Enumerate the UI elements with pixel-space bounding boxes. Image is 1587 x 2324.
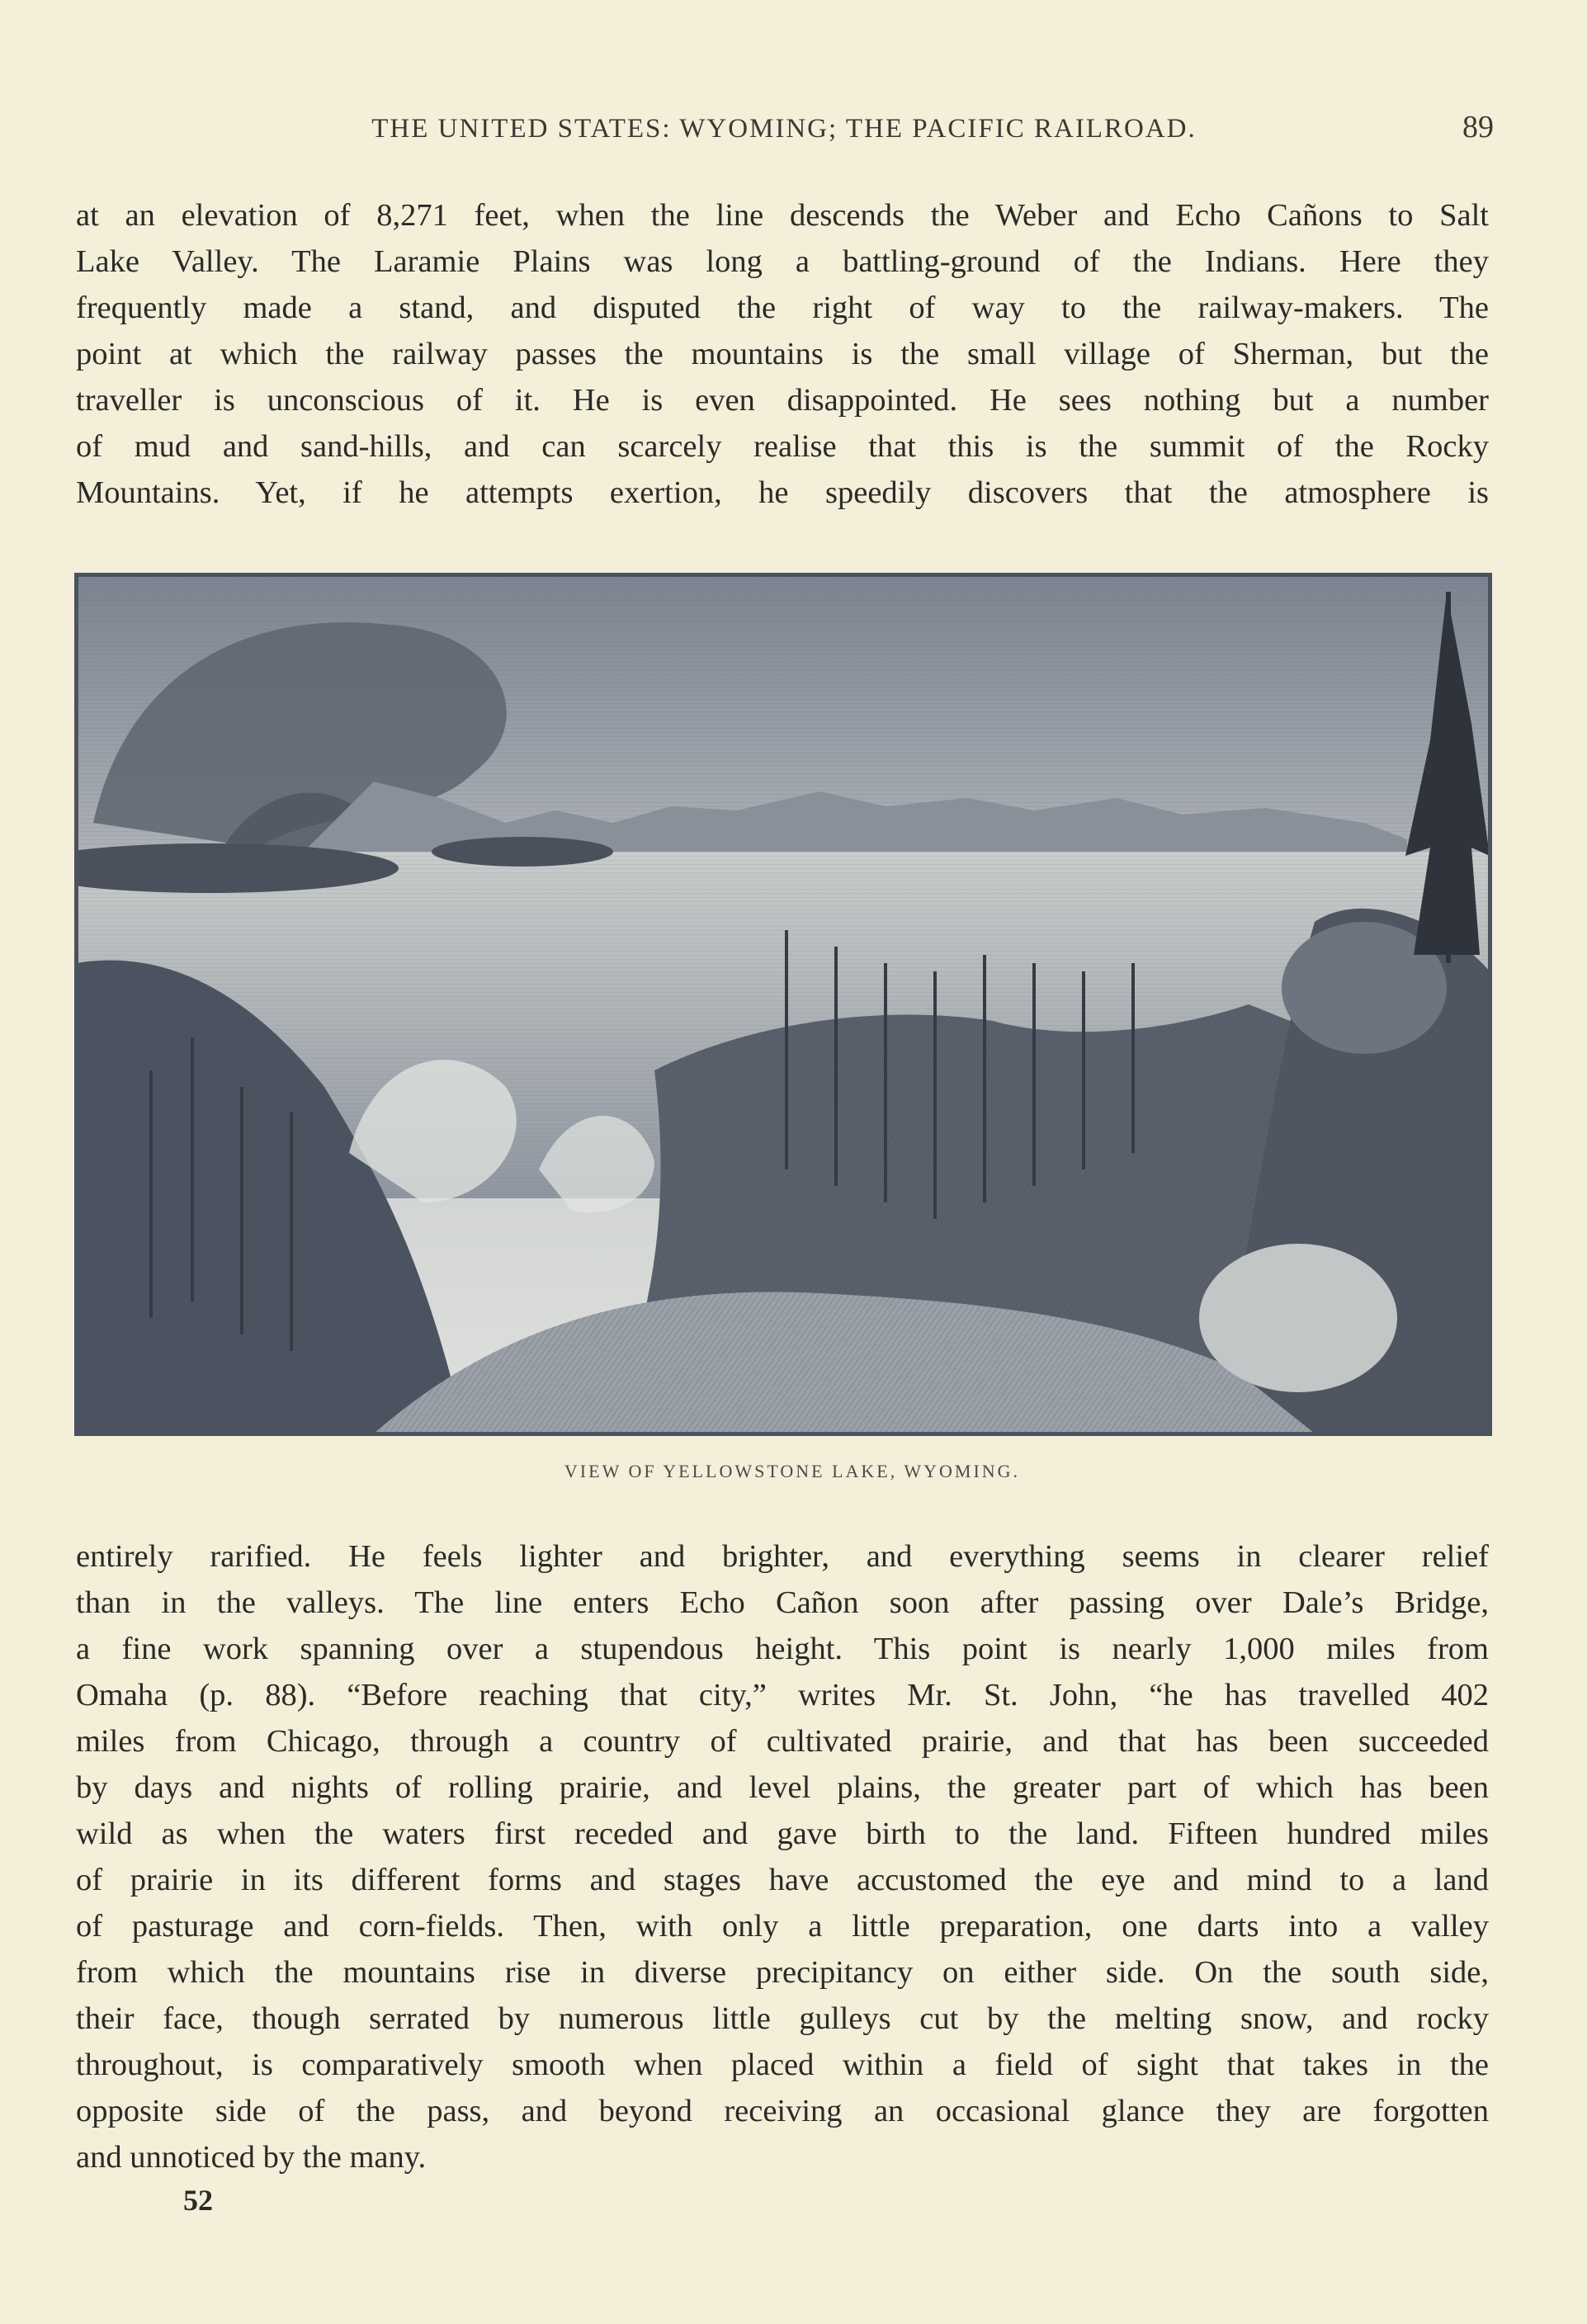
text-line: of prairie in its different forms and stages have accustomed the eye and mind to a land [76, 1863, 1489, 1897]
text-line: of mud and sand-hills, and can scarcely realise that this is the summit of the Rocky [76, 429, 1489, 464]
running-head: THE UNITED STATES: WYOMING; THE PACIFIC RAILROAD. [371, 114, 1197, 144]
paragraph-2 [76, 1533, 1489, 2180]
text-line: a fine work spanning over a stupendous height. This point is nearly 1,000 miles from [76, 1632, 1489, 1666]
text-line: traveller is unconscious of it. He is even disappointed. He sees nothing but a number [76, 383, 1489, 418]
paragraph-1 [76, 192, 1489, 516]
figure-caption: VIEW OF YELLOWSTONE LAKE, WYOMING. [564, 1461, 1021, 1481]
text-line: Omaha (p. 88). “Before reaching that city,” writes Mr. St. John, “he has travelled 402 [76, 1678, 1489, 1712]
text-line: throughout, is comparatively smooth when placed within a field of sight that takes in the [76, 2048, 1489, 2082]
page-number: 89 [1462, 110, 1494, 144]
text-line: than in the valleys. The line enters Echo Cañon soon after passing over Dale’s Bridge, [76, 1585, 1489, 1620]
text-line: their face, though serrated by numerous little gulleys cut by the melting snow, and rocky [76, 2001, 1489, 2036]
signature-mark: 52 [183, 2184, 213, 2217]
text-line: and unnoticed by the many. [76, 2140, 427, 2175]
text-line: of pasturage and corn-fields. Then, with only a little preparation, one darts into a valley [76, 1909, 1489, 1944]
text-line: point at which the railway passes the mountains is the small village of Sherman, but the [76, 337, 1489, 371]
text-line: opposite side of the pass, and beyond receiving an occasional glance they are forgotten [76, 2094, 1489, 2128]
text-line: entirely rarified. He feels lighter and brighter, and everything seems in clearer relief [76, 1539, 1489, 1574]
text-line: miles from Chicago, through a country of cultivated prairie, and that has been succeeded [76, 1724, 1489, 1759]
text-line: at an elevation of 8,271 feet, when the line descends the Weber and Echo Cañons to Salt [76, 198, 1489, 233]
text-line: from which the mountains rise in diverse precipitancy on either side. On the south side, [76, 1955, 1489, 1990]
engraving-illustration [77, 575, 1490, 1434]
text-line: Mountains. Yet, if he attempts exertion, he speedily discovers that the atmosphere is [76, 475, 1489, 510]
engraving-yellowstone-lake [74, 573, 1492, 1436]
text-line: wild as when the waters first receded and gave birth to the land. Fifteen hundred miles [76, 1816, 1489, 1851]
text-line: by days and nights of rolling prairie, and level plains, the greater part of which has been [76, 1770, 1489, 1805]
text-line: Lake Valley. The Laramie Plains was long a battling-ground of the Indians. Here they [76, 244, 1489, 279]
text-line: frequently made a stand, and disputed the right of way to the railway-makers. The [76, 290, 1489, 325]
